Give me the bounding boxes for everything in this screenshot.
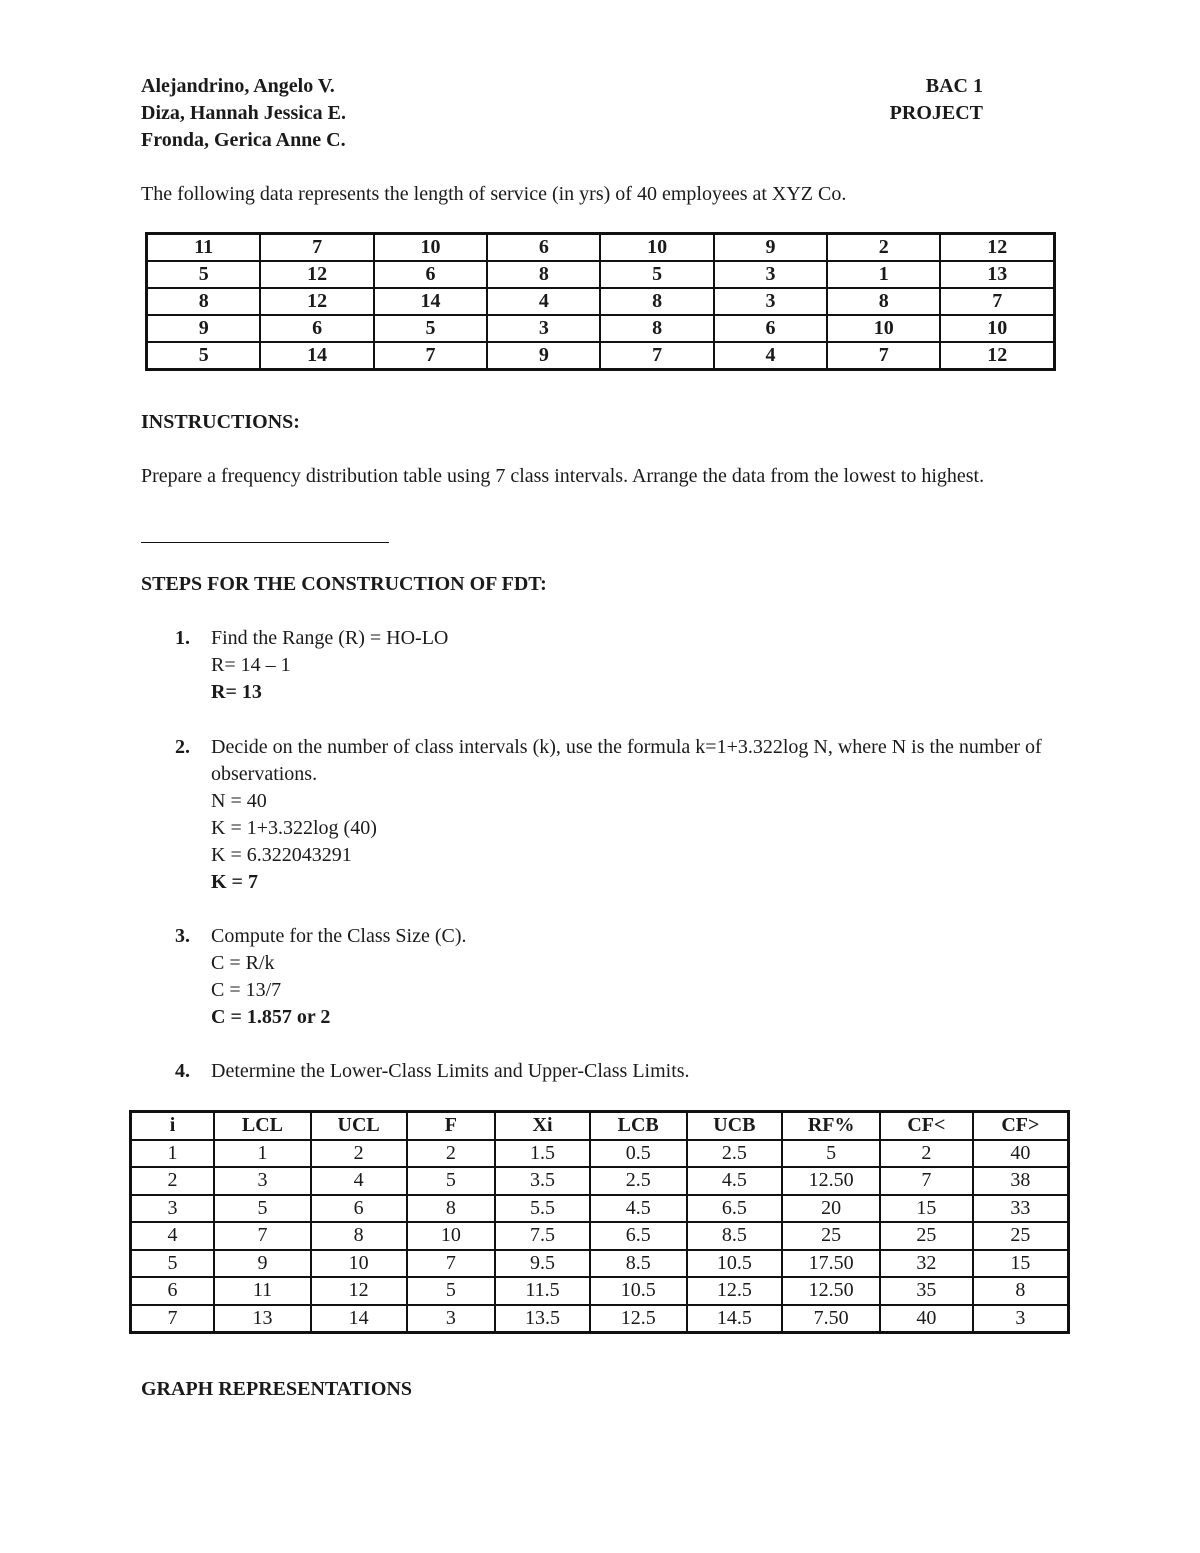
table-cell: 10.5 [687,1250,783,1278]
step-number: 2. [175,736,190,758]
course-code: BAC 1 [925,75,983,97]
column-header: i [131,1112,215,1140]
table-row [147,342,1055,370]
table-cell: 33 [973,1195,1069,1223]
table-cell: 38 [973,1167,1069,1195]
step-line: K = 6.322043291 [211,844,352,866]
frequency-distribution-table [129,1110,1070,1334]
step-line: Compute for the Class Size (C). [211,925,467,947]
table-cell: 9 [214,1250,311,1278]
table-cell: 32 [880,1250,973,1278]
table-cell: 1 [131,1140,215,1168]
table-cell: 1.5 [495,1140,590,1168]
table-cell: 8 [311,1222,407,1250]
table-cell: 15 [973,1250,1069,1278]
table-cell: 12.50 [782,1167,880,1195]
table-cell: 8.5 [590,1250,687,1278]
table-cell: 11.5 [495,1277,590,1305]
table-cell: 10 [407,1222,496,1250]
table-cell: 6 [260,315,373,342]
table-cell: 12 [311,1277,407,1305]
table-cell: 5 [782,1140,880,1168]
table-cell: 6.5 [687,1195,783,1223]
instructions-text: Prepare a frequency distribution table using 7 class intervals. Arrange the data from the lowest to highest. [141,465,985,487]
table-cell: 7 [131,1305,215,1333]
table-cell: 12 [940,234,1054,262]
step-line: Determine the Lower-Class Limits and Upper-Class Limits. [211,1060,690,1082]
table-cell: 4.5 [687,1167,783,1195]
table-cell: 5 [214,1195,311,1223]
step-line: Decide on the number of class intervals (k), use the formula k=1+3.322log N, where N is the number of observations. [211,736,1042,785]
table-cell: 14 [374,288,487,315]
table-row [131,1140,1069,1168]
table-cell: 10 [940,315,1054,342]
step-number: 3. [175,925,190,947]
table-cell: 9 [147,315,261,342]
table-cell: 7 [880,1167,973,1195]
table-cell: 0.5 [590,1140,687,1168]
table-cell: 5 [374,315,487,342]
table-row [131,1195,1069,1223]
table-cell: 7 [214,1222,311,1250]
table-cell: 1 [214,1140,311,1168]
table-row [131,1305,1069,1333]
table-cell: 15 [880,1195,973,1223]
table-cell: 2 [827,234,940,262]
graph-heading: GRAPH REPRESENTATIONS [141,1378,412,1400]
divider-line [141,542,389,543]
author-name-3: Fronda, Gerica Anne C. [141,129,346,151]
table-cell: 6 [714,315,827,342]
table-cell: 10 [311,1250,407,1278]
table-cell: 12 [260,288,373,315]
column-header: Xi [495,1112,590,1140]
step-line: C = 13/7 [211,979,282,1001]
table-cell: 3 [214,1167,311,1195]
column-header: CF< [880,1112,973,1140]
table-cell: 9.5 [495,1250,590,1278]
table-cell: 8 [600,315,713,342]
table-cell: 3 [714,288,827,315]
table-cell: 7 [407,1250,496,1278]
column-header: UCB [687,1112,783,1140]
table-cell: 12.5 [687,1277,783,1305]
step-number: 1. [175,627,190,649]
table-cell: 5 [131,1250,215,1278]
table-cell: 7 [827,342,940,370]
table-cell: 5 [147,342,261,370]
table-cell: 40 [880,1305,973,1333]
table-cell: 2 [311,1140,407,1168]
table-cell: 6 [487,234,600,262]
table-row [131,1277,1069,1305]
table-cell: 2 [880,1140,973,1168]
column-header: F [407,1112,496,1140]
step-result: K = 7 [211,871,258,893]
column-header: LCB [590,1112,687,1140]
table-cell: 11 [214,1277,311,1305]
table-cell: 6.5 [590,1222,687,1250]
table-cell: 7.50 [782,1305,880,1333]
table-cell: 25 [880,1222,973,1250]
step-line: R= 14 – 1 [211,654,291,676]
table-cell: 3 [714,261,827,288]
table-cell: 10 [600,234,713,262]
table-cell: 14.5 [687,1305,783,1333]
table-row [147,261,1055,288]
instructions-heading: INSTRUCTIONS: [141,411,300,433]
table-cell: 3 [407,1305,496,1333]
table-cell: 8 [973,1277,1069,1305]
table-cell: 10 [827,315,940,342]
table-cell: 13 [214,1305,311,1333]
table-cell: 11 [147,234,261,262]
step-line: K = 1+3.322log (40) [211,817,377,839]
table-row [147,315,1055,342]
table-cell: 2.5 [590,1167,687,1195]
table-cell: 8 [600,288,713,315]
table-cell: 12 [940,342,1054,370]
table-cell: 7.5 [495,1222,590,1250]
table-cell: 13 [940,261,1054,288]
steps-heading: STEPS FOR THE CONSTRUCTION OF FDT: [141,573,547,595]
table-cell: 25 [973,1222,1069,1250]
table-cell: 25 [782,1222,880,1250]
table-cell: 6 [311,1195,407,1223]
table-cell: 2 [131,1167,215,1195]
table-cell: 17.50 [782,1250,880,1278]
table-row [131,1250,1069,1278]
author-name-1: Alejandrino, Angelo V. [141,75,335,97]
table-cell: 9 [714,234,827,262]
table-cell: 14 [260,342,373,370]
table-cell: 5 [407,1277,496,1305]
table-header-row [131,1112,1069,1140]
column-header: UCL [311,1112,407,1140]
table-cell: 12.50 [782,1277,880,1305]
table-cell: 8 [827,288,940,315]
table-cell: 4 [714,342,827,370]
table-cell: 9 [487,342,600,370]
table-cell: 7 [260,234,373,262]
table-cell: 3 [131,1195,215,1223]
table-cell: 8 [147,288,261,315]
table-cell: 2.5 [687,1140,783,1168]
step-line: N = 40 [211,790,267,812]
table-cell: 4 [131,1222,215,1250]
table-cell: 8.5 [687,1222,783,1250]
table-cell: 3 [973,1305,1069,1333]
table-row [147,288,1055,315]
step-result: R= 13 [211,681,262,703]
author-name-2: Diza, Hannah Jessica E. [141,102,347,124]
project-label: PROJECT [889,102,983,124]
table-cell: 6 [374,261,487,288]
table-cell: 5 [407,1167,496,1195]
table-cell: 12 [260,261,373,288]
step-line: C = R/k [211,952,275,974]
table-cell: 40 [973,1140,1069,1168]
table-row [131,1167,1069,1195]
step-number: 4. [175,1060,190,1082]
table-cell: 4 [487,288,600,315]
table-cell: 5 [147,261,261,288]
table-cell: 10 [374,234,487,262]
table-cell: 20 [782,1195,880,1223]
table-cell: 6 [131,1277,215,1305]
table-cell: 2 [407,1140,496,1168]
table-cell: 8 [487,261,600,288]
table-cell: 8 [407,1195,496,1223]
raw-data-table [145,232,1056,371]
table-cell: 4 [311,1167,407,1195]
table-cell: 4.5 [590,1195,687,1223]
step-line: Find the Range (R) = HO-LO [211,627,449,649]
table-cell: 14 [311,1305,407,1333]
table-cell: 7 [940,288,1054,315]
table-cell: 35 [880,1277,973,1305]
table-cell: 1 [827,261,940,288]
column-header: RF% [782,1112,880,1140]
table-cell: 13.5 [495,1305,590,1333]
table-cell: 12.5 [590,1305,687,1333]
table-cell: 3.5 [495,1167,590,1195]
table-row [131,1222,1069,1250]
column-header: CF> [973,1112,1069,1140]
table-cell: 10.5 [590,1277,687,1305]
table-cell: 7 [600,342,713,370]
intro-text: The following data represents the length of service (in yrs) of 40 employees at XYZ Co. [141,183,847,205]
step-result: C = 1.857 or 2 [211,1006,331,1028]
table-cell: 3 [487,315,600,342]
table-cell: 5.5 [495,1195,590,1223]
table-row [147,234,1055,262]
table-cell: 5 [600,261,713,288]
column-header: LCL [214,1112,311,1140]
table-cell: 7 [374,342,487,370]
